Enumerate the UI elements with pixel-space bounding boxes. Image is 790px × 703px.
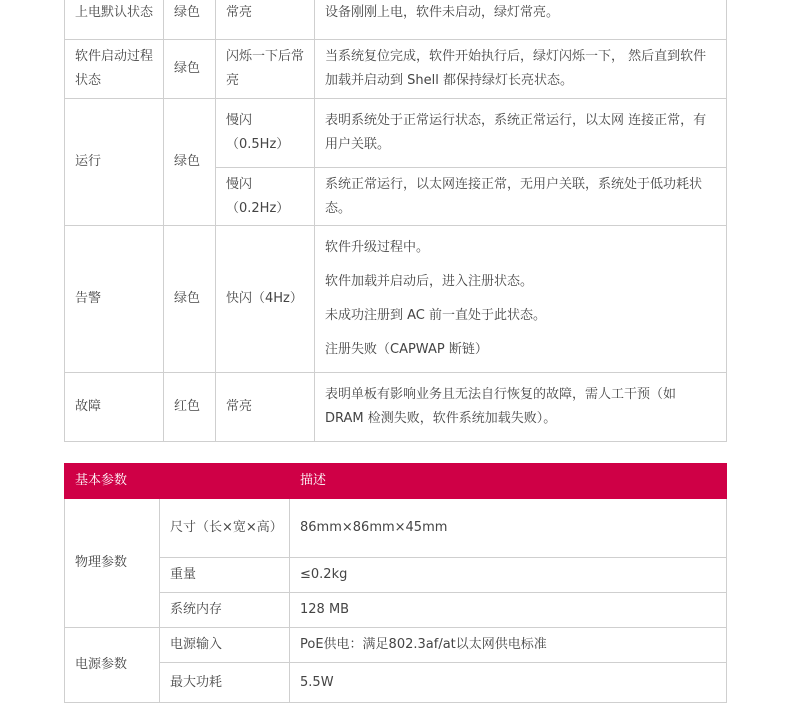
- group-name-cell: 物理参数: [65, 499, 160, 628]
- table-row: [65, 373, 727, 442]
- state-cell: 运行: [65, 99, 164, 226]
- table-row: [65, 663, 727, 703]
- table-row: [65, 499, 727, 558]
- param-label-cell: 最大功耗: [160, 663, 290, 703]
- param-label-cell: 重量: [160, 558, 290, 593]
- state-cell: 故障: [65, 373, 164, 442]
- description-cell: 系统正常运行，以太网连接正常，无用户关联，系统处于低功耗状态。: [315, 168, 727, 226]
- param-value-cell: ≤0.2kg: [290, 558, 727, 593]
- table-row: [65, 0, 727, 40]
- description-cell: 当系统复位完成，软件开始执行后，绿灯闪烁一下， 然后直到软件加载并启动到 Shell 都保持绿灯长亮状态。: [315, 40, 727, 99]
- mode-cell: 慢闪（0.5Hz）: [216, 99, 315, 168]
- state-cell: 上电默认状态: [65, 0, 164, 40]
- mode-cell: 慢闪（0.2Hz）: [216, 168, 315, 226]
- color-cell: 绿色: [164, 226, 216, 373]
- table-row: [65, 40, 727, 99]
- table-row: [65, 226, 727, 373]
- color-cell: 绿色: [164, 40, 216, 99]
- param-value-cell: 128 MB: [290, 593, 727, 628]
- mode-cell: 闪烁一下后常亮: [216, 40, 315, 99]
- basic-parameters-table: [64, 463, 727, 703]
- led-status-table: [64, 0, 727, 442]
- state-cell: 告警: [65, 226, 164, 373]
- group-name-cell: 电源参数: [65, 628, 160, 703]
- table-header-row: [65, 464, 727, 499]
- param-label-cell: 电源输入: [160, 628, 290, 663]
- header-basic-params: 基本参数: [65, 464, 290, 499]
- state-cell: 软件启动过程状态: [65, 40, 164, 99]
- mode-cell: 常亮: [216, 0, 315, 40]
- param-value-cell: 86mm×86mm×45mm: [290, 499, 727, 558]
- description-line: 未成功注册到 AC 前一直处于此状态。: [325, 308, 547, 323]
- table-row: [65, 558, 727, 593]
- color-cell: 红色: [164, 373, 216, 442]
- color-cell: 绿色: [164, 99, 216, 226]
- description-line: 注册失败（CAPWAP 断链）: [325, 342, 488, 357]
- mode-cell: 快闪（4Hz）: [216, 226, 315, 373]
- header-description: 描述: [290, 464, 727, 499]
- description-line: 软件加载并启动后，进入注册状态。: [325, 274, 534, 289]
- description-cell: 设备刚刚上电，软件未启动，绿灯常亮。: [315, 0, 727, 40]
- param-value-cell: PoE供电：满足802.3af/at以太网供电标准: [290, 628, 727, 663]
- description-cell: [315, 226, 727, 373]
- table-row: [65, 628, 727, 663]
- param-value-cell: 5.5W: [290, 663, 727, 703]
- param-label-cell: 系统内存: [160, 593, 290, 628]
- param-label-cell: 尺寸（长×宽×高）: [160, 499, 290, 558]
- table-row: [65, 99, 727, 168]
- mode-cell: 常亮: [216, 373, 315, 442]
- color-cell: 绿色: [164, 0, 216, 40]
- table-row: [65, 593, 727, 628]
- description-line: 软件升级过程中。: [325, 240, 430, 255]
- description-cell: 表明系统处于正常运行状态，系统正常运行，以太网 连接正常，有用户关联。: [315, 99, 727, 168]
- description-cell: 表明单板有影响业务且无法自行恢复的故障，需人工干预（如 DRAM 检测失败，软件系统加载失败）。: [315, 373, 727, 442]
